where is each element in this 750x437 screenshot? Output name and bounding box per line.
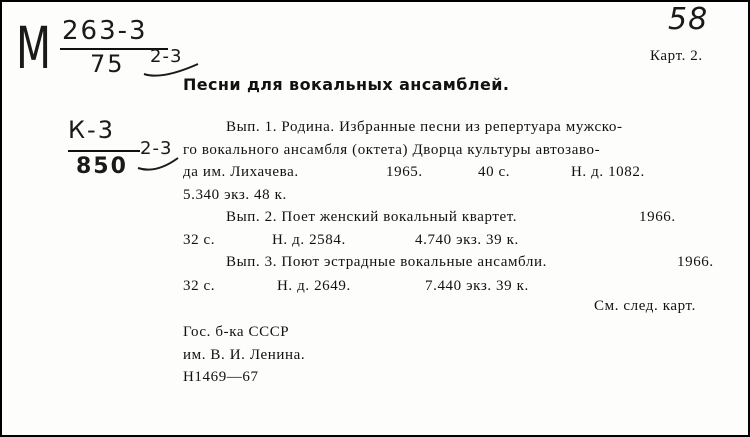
issue-1-plate: Н. д. 1082. [571, 164, 645, 180]
issue-2-year: 1966. [639, 209, 676, 225]
see-next-card: См. след. карт. [594, 298, 696, 314]
imprint-named: им. В. И. Ленина. [183, 347, 306, 363]
issue-3-year: 1966. [677, 254, 714, 270]
issue-2-pages: 32 с. [183, 232, 216, 248]
shelf-mark-top-numerator: 263-3 [62, 16, 148, 46]
issue-2-line-1: Вып. 2. Поет женский вокальный квартет. [226, 209, 518, 225]
shelf-mark-left-numerator: К-3 [68, 116, 115, 144]
card-title: Песни для вокальных ансамблей. [183, 75, 510, 94]
issue-1-copies: 5.340 экз. 48 к. [183, 187, 287, 203]
shelf-mark-top-denominator: 75 [90, 50, 125, 78]
handwritten-underline-icon [134, 154, 184, 176]
issue-3-line-1: Вып. 3. Поют эстрадные вокальные ансамбли. [226, 254, 547, 270]
issue-2-copies: 4.740 экз. 39 к. [415, 232, 519, 248]
imprint-library: Гос. б-ка СССР [183, 324, 290, 340]
shelf-mark-top-note: 2-3 [150, 46, 183, 67]
shelf-mark-left-note: 2-3 [140, 138, 173, 159]
shelf-mark-left-denominator: 850 [76, 154, 128, 179]
issue-2-plate: Н. д. 2584. [272, 232, 346, 248]
issue-3-plate: Н. д. 2649. [277, 278, 351, 294]
handwritten-letter: М [16, 14, 52, 82]
issue-3-copies: 7.440 экз. 39 к. [425, 278, 529, 294]
issue-1-line-2: го вокального ансамбля (октета) Дворца культуры автозаво- [183, 142, 601, 158]
issue-3-pages: 32 с. [183, 278, 216, 294]
issue-1-line-1: Вып. 1. Родина. Избранные песни из репертуара мужско- [226, 119, 623, 135]
shelf-mark-left-fraction-line [68, 150, 140, 152]
issue-1-pages: 40 с. [478, 164, 511, 180]
issue-1-year: 1965. [386, 164, 423, 180]
sheet-number: 58 [668, 2, 709, 37]
issue-1-line-3: да им. Лихачева. [183, 164, 299, 180]
card-number: Карт. 2. [650, 48, 703, 64]
imprint-code: Н1469—67 [183, 369, 259, 385]
